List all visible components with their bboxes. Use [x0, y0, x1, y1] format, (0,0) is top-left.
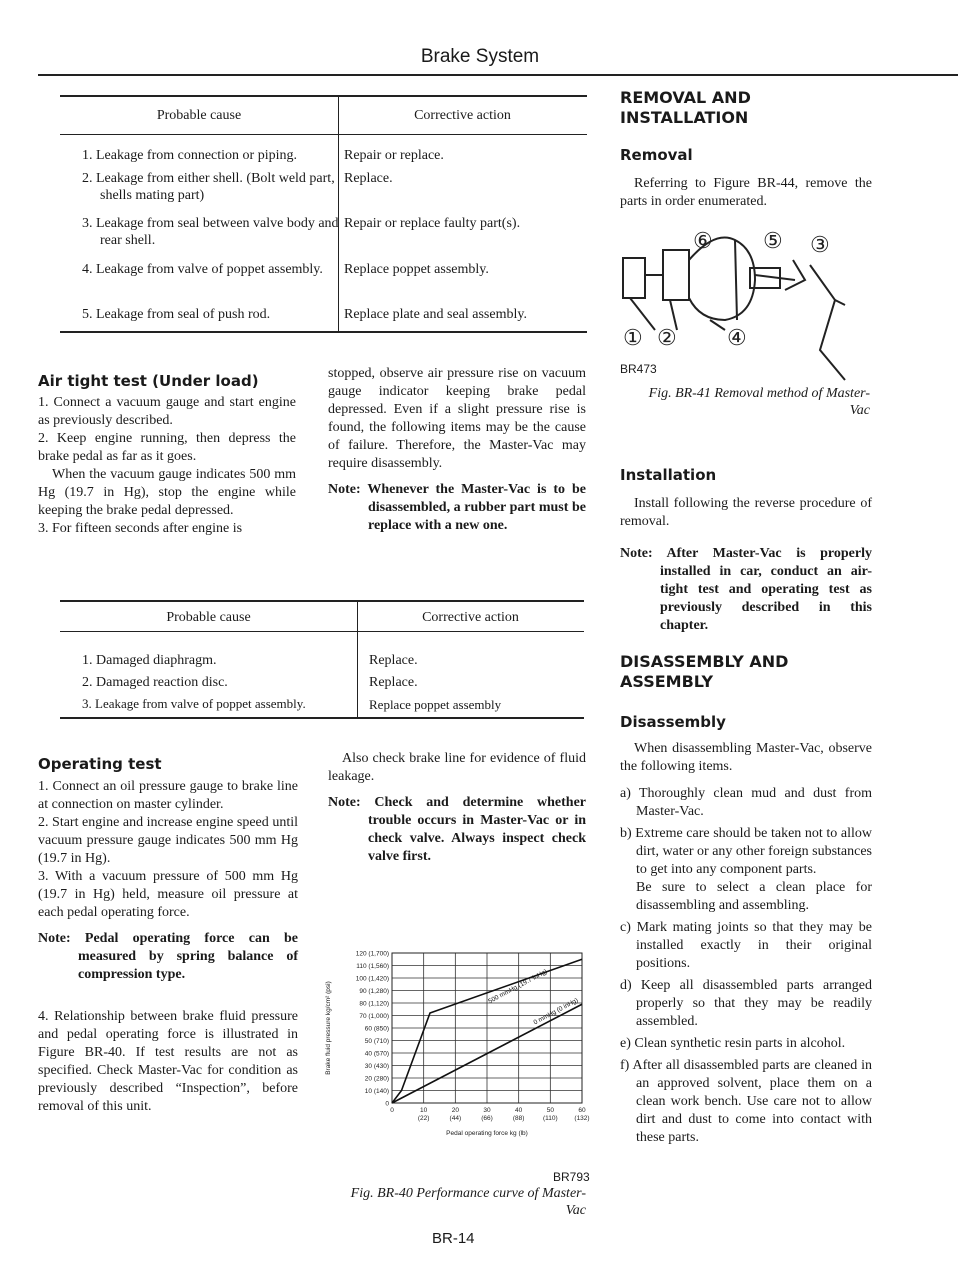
fig41-caption — [640, 385, 870, 419]
fig41-label: Fig. BR-41 — [648, 386, 711, 401]
item-d: d) Keep all disassembled parts arranged properly so that they may be readily assembled. — [620, 978, 872, 1029]
table2 — [60, 600, 584, 718]
x-tick-label: (66) — [481, 1115, 493, 1122]
fig40-text: Performance curve of Master-Vac — [416, 1186, 586, 1218]
series-label: 500 mmHg (19.7 inHg) — [487, 968, 549, 1006]
operating-right-text — [328, 750, 586, 866]
table1-col-cause: Probable cause — [156, 108, 242, 123]
header-rule — [38, 74, 958, 76]
table1-row3-cause: 3. Leakage from seal between valve body and rear shell. — [82, 216, 339, 248]
airtight-step3: 3. For fifteen seconds after engine is — [38, 521, 243, 536]
removal-text: Referring to Figure BR-44, remove the parts in order enumerated. — [620, 176, 872, 209]
y-tick-label: 0 — [385, 1100, 389, 1108]
y-tick-label: 40 (570) — [364, 1050, 389, 1058]
x-tick-label: 20 — [451, 1107, 459, 1114]
airtight-note: Note: Whenever the Master-Vac is to be disassembled, a rubber part must be replace with a new one. — [328, 482, 586, 533]
airtight-right-text — [328, 365, 586, 535]
table1-row2-cause: 2. Leakage from either shell. (Bolt weld part, shells mating part) — [82, 171, 335, 203]
table2-col-cause: Probable cause — [166, 610, 251, 625]
page-number: BR-14 — [432, 1230, 475, 1247]
x-tick-label: (44) — [449, 1115, 462, 1122]
fig41-text: Removal method of Master-Vac — [714, 386, 870, 418]
table1-row2-action: Replace. — [344, 171, 393, 186]
callout-3: ③ — [810, 232, 830, 257]
callout-6: ⑥ — [693, 228, 713, 253]
table1-row4-cause: 4. Leakage from valve of poppet assembly. — [82, 262, 323, 277]
y-tick-label: 90 (1,280) — [359, 988, 389, 995]
x-tick-label: 10 — [420, 1107, 428, 1114]
installation-subtitle: Installation — [620, 466, 717, 484]
table2-row1-cause: 1. Damaged diaphragm. — [82, 653, 217, 668]
installation-text: Install following the reverse procedure of removal. — [620, 496, 872, 529]
table2-col-action: Corrective action — [422, 610, 519, 625]
disassembly-title: DISASSEMBLY AND ASSEMBLY — [620, 652, 789, 691]
removal-title: REMOVAL AND INSTALLATION — [620, 88, 751, 127]
operating-step2: 2. Start engine and increase engine speed until vacuum pressure gauge indicates 500 mm Hg (19.7 in Hg). — [38, 815, 298, 866]
x-tick-label: (22) — [417, 1115, 430, 1122]
callout-2: ② — [657, 325, 677, 350]
y-tick-label: 50 (710) — [364, 1038, 389, 1045]
table1-row5-action: Replace plate and seal assembly. — [344, 307, 527, 322]
item-e: e) Clean synthetic resin parts in alcohol. — [620, 1036, 846, 1051]
airtight-left-text — [38, 394, 296, 538]
y-tick-label: 80 (1,120) — [359, 1000, 389, 1008]
performance-chart — [320, 945, 590, 1140]
y-tick-label: 10 (140) — [364, 1088, 389, 1095]
y-axis-label: Brake fluid pressure kg/cm² (psi) — [325, 981, 332, 1075]
x-tick-label: 30 — [483, 1107, 491, 1114]
operating-note2: Note: Check and determine whether trouble occurs in Master-Vac or in check valve. Always inspect check valve first. — [328, 795, 586, 864]
item-a: a) Thoroughly clean mud and dust from Master-Vac. — [620, 786, 872, 819]
table2-row2-action: Replace. — [369, 675, 418, 690]
table2-row1-action: Replace. — [369, 653, 418, 668]
operating-step3: 3. With a vacuum pressure of 500 mm Hg (19.7 in Hg) held, measure oil pressure at each pedal operating force. — [38, 869, 298, 920]
x-axis-label: Pedal operating force kg (lb) — [446, 1130, 528, 1137]
x-tick-label: 60 — [578, 1107, 586, 1114]
fig40-label: Fig. BR-40 — [350, 1186, 413, 1201]
table1-col-action: Corrective action — [414, 108, 511, 123]
table1-row5-cause: 5. Leakage from seal of push rod. — [82, 307, 271, 322]
x-tick-label: 40 — [515, 1107, 523, 1114]
fig40-caption — [340, 1185, 586, 1219]
x-tick-label: (88) — [512, 1115, 525, 1122]
y-tick-label: 70 (1,000) — [359, 1013, 389, 1020]
callout-5: ⑤ — [763, 228, 783, 253]
operating-step4: 4. Relationship between brake fluid pressure and pedal operating force is illustrated in Figure BR-40. If test results are not as specified. Check Master-Vac for condition as previously described “Inspection”, before removal of this unit. — [38, 1009, 298, 1114]
page-header: Brake System — [420, 46, 540, 67]
callout-4: ④ — [727, 325, 747, 350]
operating-left-text — [38, 778, 298, 1116]
airtight-title: Air tight test (Under load) — [38, 372, 259, 390]
table1-row1-action: Repair or replace. — [344, 148, 444, 163]
table2-row3-cause: 3. Leakage from valve of poppet assembly. — [82, 696, 306, 711]
y-tick-label: 60 (850) — [364, 1025, 389, 1033]
airtight-step1: 1. Connect a vacuum gauge and start engine as previously described. — [38, 395, 296, 428]
airtight-step2b: When the vacuum gauge indicates 500 mm Hg (19.7 in Hg), stop the engine while keeping the brake pedal depressed. — [38, 467, 296, 518]
installation-note-block — [620, 545, 872, 635]
operating-title: Operating test — [38, 755, 162, 773]
x-tick-label: 50 — [546, 1107, 554, 1114]
callout-1: ① — [623, 325, 643, 350]
item-b-extra: Be sure to select a clean place for disassembling and assembling. — [636, 880, 872, 913]
table2-row2-cause: 2. Damaged reaction disc. — [82, 675, 228, 690]
item-f: f) After all disassembled parts are cleaned in an approved solvent, place them on a clean work bench. Use care not to allow dirt and dust to come into contact with these parts. — [620, 1058, 872, 1145]
y-tick-label: 110 (1,560) — [356, 963, 389, 970]
x-tick-label: (110) — [542, 1115, 558, 1122]
y-tick-label: 100 (1,420) — [355, 975, 389, 983]
fig41-code: BR473 — [620, 362, 657, 376]
y-tick-label: 20 (280) — [364, 1075, 389, 1083]
disassembly-text: When disassembling Master-Vac, observe the following items. — [620, 741, 872, 774]
table1-row4-action: Replace poppet assembly. — [344, 262, 489, 277]
disassembly-subtitle: Disassembly — [620, 713, 726, 731]
operating-check: Also check brake line for evidence of fluid leakage. — [328, 751, 586, 784]
disassembly-items — [620, 785, 872, 1151]
y-tick-label: 120 (1,700) — [355, 950, 389, 958]
operating-step1: 1. Connect an oil pressure gauge to brake line at connection on master cylinder. — [38, 779, 298, 812]
table1-row3-action: Repair or replace faulty part(s). — [344, 216, 521, 231]
item-c: c) Mark mating joints so that they may be installed exactly in their original positions. — [620, 920, 872, 971]
x-tick-label: (132) — [574, 1115, 590, 1122]
table2-row3-action: Replace poppet assembly — [369, 697, 502, 712]
item-b: b) Extreme care should be taken not to allow dirt, water or any other foreign substances to get into any component parts. — [620, 826, 872, 877]
table1-row1-cause: 1. Leakage from connection or piping. — [82, 148, 297, 163]
airtight-step2: 2. Keep engine running, then depress the brake pedal as far as it goes. — [38, 431, 296, 464]
y-tick-label: 30 (430) — [364, 1063, 389, 1070]
operating-note: Note: Pedal operating force can be measured by spring balance of compression type. — [38, 931, 298, 982]
x-tick-label: 0 — [390, 1107, 394, 1114]
table1 — [60, 95, 587, 332]
airtight-continue: stopped, observe air pressure rise on vacuum gauge indicator keeping brake pedal depressed. Even if a slight pressure rise is found, the following items may be the cause of failure. Therefore, the Master-Vac may require disassembly. — [328, 366, 586, 471]
chart-code: BR793 — [553, 1170, 590, 1184]
series-label: 0 mmHg (0 inHg) — [532, 996, 580, 1027]
installation-note: Note: After Master-Vac is properly installed in car, conduct an air-tight test and operating test as previously described in this chapter. — [620, 546, 872, 633]
removal-subtitle: Removal — [620, 146, 693, 164]
